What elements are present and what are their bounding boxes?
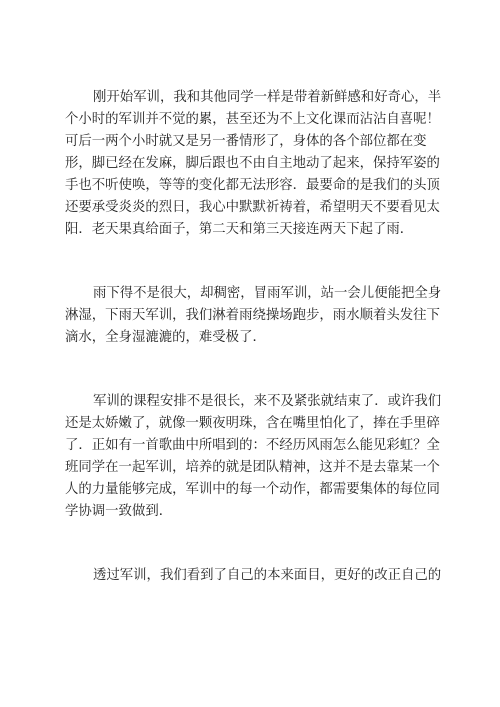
paragraph-line: 刚开始军训，我和其他同学一样是带着新鲜感和好奇心，半 — [93, 90, 442, 105]
paragraph-line: 形，脚已经在发麻，脚后跟也不由自主地动了起来，保持军姿的 — [65, 156, 440, 171]
document-body — [65, 87, 451, 587]
paragraph-line: 淋湿，下雨天军训，我们淋着雨绕操场跑步，雨水顺着头发往下 — [65, 308, 440, 323]
paragraph-line: 雨下得不是很大，却稠密，冒雨军训，站一会儿便能把全身 — [93, 286, 442, 301]
paragraph-line: 了．正如有一首歌曲中所唱到的：不经历风雨怎么能见彩虹？全 — [65, 438, 440, 453]
paragraph-line: 滴水，全身湿漉漉的，难受极了． — [65, 330, 266, 345]
paragraph-3 — [65, 391, 451, 523]
paragraph-line: 军训的课程安排不是很长，来不及紧张就结束了．或许我们 — [93, 394, 442, 409]
paragraph-line: 人的力量能够完成，军训中的每一个动作，都需要集体的每位同 — [65, 482, 440, 497]
paragraph-line: 班同学在一起军训，培养的就是团队精神，这并不是去靠某一个 — [65, 460, 440, 475]
paragraph-2 — [65, 283, 451, 349]
paragraph-4 — [65, 565, 451, 587]
paragraph-line: 透过军训，我们看到了自己的本来面目，更好的改正自己的 — [93, 568, 442, 583]
paragraph-line: 还要承受炎炎的烈日，我心中默默祈祷着，希望明天不要看见太 — [65, 200, 440, 215]
paragraph-line: 还是太娇嫩了，就像一颗夜明珠，含在嘴里怕化了，捧在手里碎 — [65, 416, 440, 431]
paragraph-1 — [65, 87, 451, 241]
paragraph-line: 学协调一致做到． — [65, 504, 173, 519]
paragraph-line: 可后一两个小时就又是另一番情形了，身体的各个部位都在变 — [65, 134, 427, 149]
paragraph-line: 阳．老天果真给面子，第二天和第三天接连两天下起了雨． — [65, 222, 414, 237]
paragraph-line: 个小时的军训并不觉的累，甚至还为不上文化课而沾沾自喜呢！ — [65, 112, 440, 127]
paragraph-line: 手也不听使唤，等等的变化都无法形容．最要命的是我们的头顶 — [65, 178, 440, 193]
